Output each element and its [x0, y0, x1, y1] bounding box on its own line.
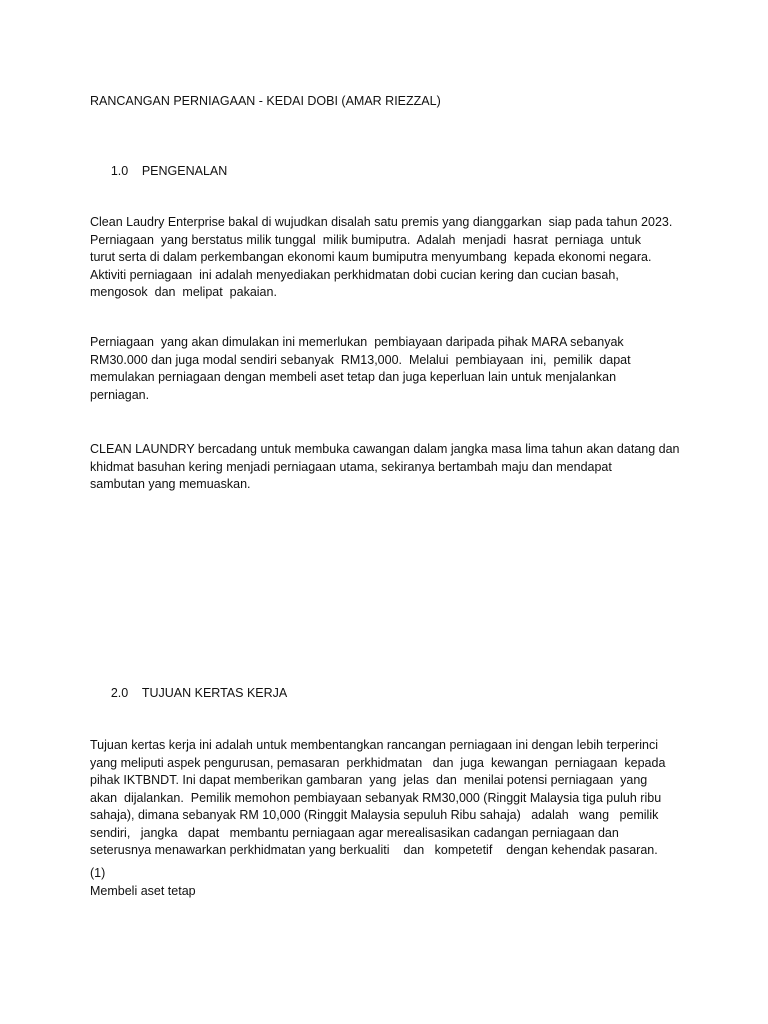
paragraph-line: Perniagaan yang berstatus milik tunggal milik bumiputra. Adalah menjadi hasrat perniaga untuk: [90, 232, 642, 247]
list-item: [90, 865, 690, 900]
section-2-title: TUJUAN KERTAS KERJA: [141, 685, 288, 700]
document-title: [90, 93, 690, 111]
section-1-number: 1.0: [110, 163, 129, 178]
paragraph-line: Tujuan kertas kerja ini adalah untuk membentangkan rancangan perniagaan ini dengan lebih terperinci: [90, 738, 658, 752]
title-text: RANCANGAN PERNIAGAAN - KEDAI DOBI (AMAR RIEZZAL): [90, 94, 441, 108]
paragraph-line: yang meliputi aspek pengurusan, pemasaran perkhidmatan dan juga kewangan perniagaan kepada: [90, 755, 666, 770]
paragraph-line: Perniagaan yang akan dimulakan ini memerlukan pembiayaan daripada pihak MARA sebanyak: [90, 335, 624, 349]
paragraph-line: sahaja), dimana sebanyak RM 10,000 (Ringgit Malaysia sepuluh Ribu sahaja) adalah wang pemilik: [90, 808, 659, 822]
section-2-number: 2.0: [110, 685, 129, 700]
paragraph-line: RM30.000 dan juga modal sendiri sebanyak RM13,000. Melalui pembiayaan ini, pemilik dapat: [90, 352, 631, 367]
section-1-paragraph-3: [90, 441, 690, 494]
paragraph-line: khidmat basuhan kering menjadi perniagaan utama, sekiranya bertambah maju dan mendapat: [90, 459, 612, 474]
paragraph-line: turut serta di dalam perkembangan ekonomi kaum bumiputra menyumbang kepada ekonomi negara.: [90, 250, 652, 264]
paragraph-line: Clean Laudry Enterprise bakal di wujudkan disalah satu premis yang dianggarkan siap pada tahun 2023.: [90, 215, 673, 229]
paragraph-line: CLEAN LAUNDRY bercadang untuk membuka cawangan dalam jangka masa lima tahun akan datang dan: [90, 442, 680, 456]
section-2-heading: [90, 667, 690, 720]
paragraph-line: seterusnya menawarkan perkhidmatan yang berkualiti dan kompetetif dengan kehendak pasaran.: [90, 843, 658, 857]
list-item-marker: (1): [90, 866, 106, 880]
paragraph-line: memulakan perniagaan dengan membeli aset tetap dan juga keperluan lain untuk menjalankan: [90, 370, 617, 384]
paragraph-line: mengosok dan melipat pakaian.: [90, 285, 277, 299]
paragraph-line: sendiri, jangka dapat membantu perniagaan agar merealisasikan cadangan perniagaan dan: [90, 825, 619, 840]
section-1-paragraph-2: [90, 334, 690, 404]
section-1-title: PENGENALAN: [141, 163, 228, 178]
section-2-paragraph-1: [90, 737, 690, 860]
paragraph-line: pihak IKTBNDT. Ini dapat memberikan gambaran yang jelas dan menilai potensi perniagaan yang: [90, 773, 648, 787]
paragraph-line: Aktiviti perniagaan ini adalah menyediakan perkhidmatan dobi cucian kering dan cucian basah,: [90, 267, 619, 282]
section-1-paragraph-1: [90, 214, 690, 302]
list-item-text: Membeli aset tetap: [90, 883, 196, 898]
paragraph-line: perniagan.: [90, 387, 150, 402]
paragraph-line: akan dijalankan. Pemilik memohon pembiayaan sebanyak RM30,000 (Ringgit Malaysia tiga puluh ribu: [90, 790, 662, 805]
section-1-heading: [90, 145, 690, 198]
paragraph-line: sambutan yang memuaskan.: [90, 477, 251, 491]
